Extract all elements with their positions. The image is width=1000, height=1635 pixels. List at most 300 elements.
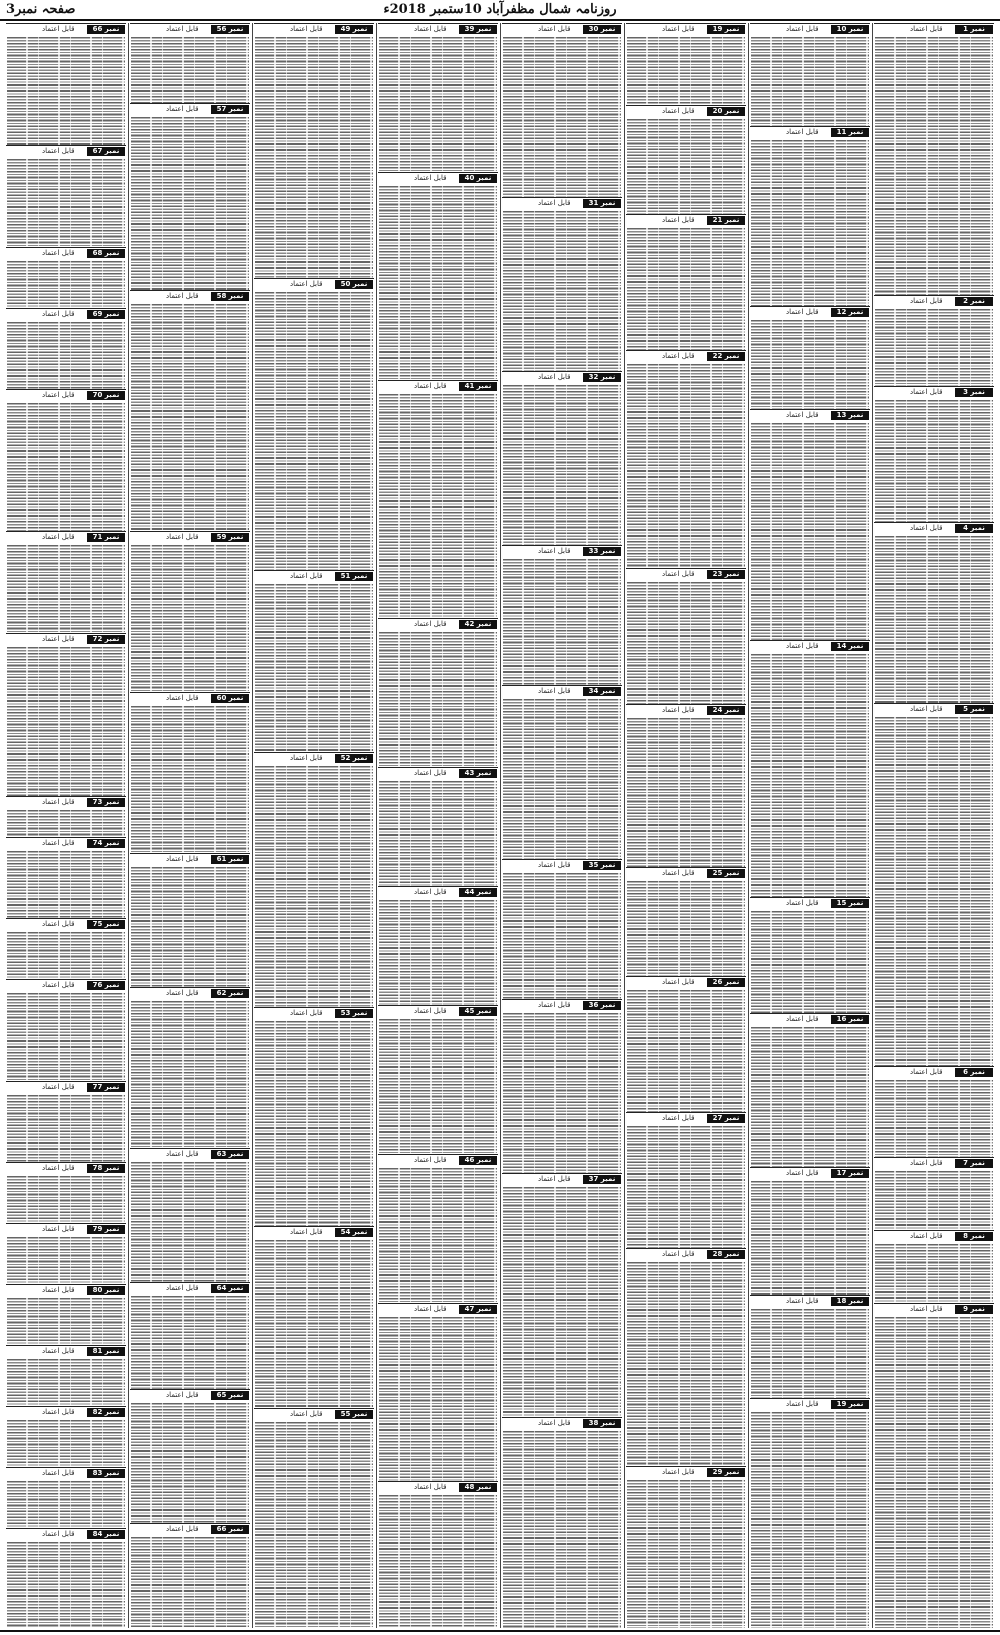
notice-label: قابل اعتماد <box>910 25 943 33</box>
notice-body-text <box>379 1168 497 1303</box>
notice-item <box>750 306 870 409</box>
notice-number-badge: نمبر 39 <box>459 25 497 34</box>
notice-item <box>130 1282 250 1389</box>
notice-item <box>130 23 250 103</box>
notice-column <box>130 23 250 1628</box>
notice-header <box>626 214 746 227</box>
notice-label: قابل اعتماد <box>42 1164 75 1172</box>
notice-header <box>378 1154 498 1167</box>
notice-item <box>378 618 498 767</box>
notice-item <box>502 197 622 371</box>
notice-number-badge: نمبر 55 <box>335 1410 373 1419</box>
notice-item <box>874 522 994 703</box>
notice-number-badge: نمبر 1 <box>955 25 993 34</box>
notice-item <box>130 692 250 853</box>
notice-number-badge: نمبر 24 <box>707 706 745 715</box>
notice-label: قابل اعتماد <box>290 280 323 288</box>
notice-label: قابل اعتماد <box>42 1225 75 1233</box>
notice-body-text <box>627 119 745 214</box>
notice-number-badge: نمبر 38 <box>583 1419 621 1428</box>
notice-header <box>6 918 126 931</box>
notice-label: قابل اعتماد <box>414 620 447 628</box>
notice-item <box>6 918 126 979</box>
notice-column <box>6 23 126 1628</box>
notice-item <box>626 23 746 105</box>
notice-number-badge: نمبر 3 <box>955 388 993 397</box>
notice-header <box>874 703 994 716</box>
notice-body-text <box>255 1240 373 1408</box>
notice-item <box>502 685 622 859</box>
notice-label: قابل اعتماد <box>910 388 943 396</box>
notice-number-badge: نمبر 68 <box>87 249 125 258</box>
notice-number-badge: نمبر 12 <box>831 308 869 317</box>
notice-number-badge: نمبر 18 <box>831 1297 869 1306</box>
notice-body-text <box>255 1422 373 1628</box>
notice-body-text <box>131 117 249 290</box>
notice-body-text <box>503 873 621 999</box>
notice-item <box>750 1167 870 1295</box>
notice-item <box>130 853 250 987</box>
notice-number-badge: نمبر 56 <box>211 25 249 34</box>
notice-number-badge: نمبر 19 <box>831 1400 869 1409</box>
notice-label: قابل اعتماد <box>414 1483 447 1491</box>
notice-number-badge: نمبر 63 <box>211 1150 249 1159</box>
notice-header <box>254 1007 374 1020</box>
notice-item <box>626 1466 746 1628</box>
notice-header <box>6 1284 126 1297</box>
notice-number-badge: نمبر 69 <box>87 310 125 319</box>
notice-item <box>6 1467 126 1528</box>
notice-header <box>6 1162 126 1175</box>
column-rule <box>252 23 253 1628</box>
notice-label: قابل اعتماد <box>290 754 323 762</box>
notice-label: قابل اعتماد <box>662 869 695 877</box>
notice-label: قابل اعتماد <box>662 1114 695 1122</box>
notice-header <box>378 1005 498 1018</box>
notice-body-text <box>875 536 993 703</box>
notice-item <box>750 23 870 126</box>
notice-label: قابل اعتماد <box>166 533 199 541</box>
notice-label: قابل اعتماد <box>42 1408 75 1416</box>
notice-body-text <box>875 400 993 522</box>
notice-number-badge: نمبر 43 <box>459 769 497 778</box>
notice-item <box>130 103 250 290</box>
notice-column <box>874 23 994 1628</box>
notice-body-text <box>751 654 869 897</box>
notice-header <box>750 306 870 319</box>
notice-body-text <box>751 140 869 306</box>
notice-label: قابل اعتماد <box>290 572 323 580</box>
notice-number-badge: نمبر 36 <box>583 1001 621 1010</box>
notice-header <box>254 278 374 291</box>
notice-label: قابل اعتماد <box>910 1068 943 1076</box>
notice-label: قابل اعتماد <box>414 1156 447 1164</box>
notice-header <box>874 1230 994 1243</box>
notice-number-badge: نمبر 45 <box>459 1007 497 1016</box>
notice-body-text <box>131 706 249 853</box>
notice-header <box>750 409 870 422</box>
notice-item <box>6 23 126 145</box>
notice-label: قابل اعتماد <box>414 769 447 777</box>
notice-body-text <box>379 1495 497 1628</box>
notice-label: قابل اعتماد <box>538 1175 571 1183</box>
notice-body-text <box>7 1095 125 1162</box>
column-rule <box>872 23 873 1628</box>
notice-number-badge: نمبر 14 <box>831 642 869 651</box>
notice-body-text <box>131 304 249 531</box>
notice-number-badge: نمبر 53 <box>335 1009 373 1018</box>
notice-label: قابل اعتماد <box>42 798 75 806</box>
notice-item <box>626 704 746 867</box>
masthead <box>0 0 1000 20</box>
notice-number-badge: نمبر 76 <box>87 981 125 990</box>
notice-item <box>626 568 746 704</box>
notice-header <box>626 23 746 36</box>
notice-body-text <box>627 364 745 568</box>
notice-header <box>874 522 994 535</box>
notice-item <box>130 1389 250 1523</box>
notice-label: قابل اعتماد <box>910 1159 943 1167</box>
notice-item <box>750 1398 870 1628</box>
notice-body-text <box>7 1298 125 1345</box>
notice-body-text <box>7 545 125 633</box>
notice-item <box>874 1066 994 1157</box>
notice-body-text <box>627 1480 745 1628</box>
notice-header <box>130 987 250 1000</box>
notice-label: قابل اعتماد <box>538 687 571 695</box>
notice-header <box>750 1167 870 1180</box>
notice-item <box>6 308 126 389</box>
notice-body-text <box>7 932 125 979</box>
notice-header <box>502 1173 622 1186</box>
notice-header <box>6 633 126 646</box>
notice-number-badge: نمبر 54 <box>335 1228 373 1237</box>
notice-label: قابل اعتماد <box>786 128 819 136</box>
notice-label: قابل اعتماد <box>42 1286 75 1294</box>
notice-item <box>254 752 374 1007</box>
notice-label: قابل اعتماد <box>290 1228 323 1236</box>
notice-label: قابل اعتماد <box>42 1347 75 1355</box>
notice-body-text <box>875 1171 993 1230</box>
notice-header <box>6 145 126 158</box>
notice-header <box>874 23 994 36</box>
notice-body-text <box>875 717 993 1066</box>
notice-item <box>626 214 746 350</box>
notice-body-text <box>7 37 125 145</box>
notice-body-text <box>627 228 745 350</box>
notice-number-badge: نمبر 81 <box>87 1347 125 1356</box>
notice-item <box>750 1295 870 1398</box>
notice-item <box>130 531 250 692</box>
notice-item <box>6 145 126 247</box>
notice-item <box>626 1112 746 1248</box>
notice-label: قابل اعتماد <box>414 1305 447 1313</box>
notice-number-badge: نمبر 2 <box>955 297 993 306</box>
notice-body-text <box>7 1359 125 1406</box>
notice-label: قابل اعتماد <box>42 1469 75 1477</box>
notice-header <box>750 640 870 653</box>
notice-header <box>378 172 498 185</box>
notice-label: قابل اعتماد <box>910 1232 943 1240</box>
notice-number-badge: نمبر 6 <box>955 1068 993 1077</box>
notice-body-text <box>131 867 249 987</box>
notice-item <box>6 1528 126 1628</box>
notice-label: قابل اعتماد <box>538 199 571 207</box>
column-rule <box>500 23 501 1628</box>
notice-item <box>130 987 250 1148</box>
notice-body-text <box>751 37 869 126</box>
notice-number-badge: نمبر 21 <box>707 216 745 225</box>
notice-column <box>378 23 498 1628</box>
notice-body-text <box>503 1013 621 1173</box>
notice-body-text <box>503 559 621 685</box>
notice-label: قابل اعتماد <box>166 855 199 863</box>
notice-label: قابل اعتماد <box>42 920 75 928</box>
notice-label: قابل اعتماد <box>786 1400 819 1408</box>
notice-body-text <box>7 1481 125 1528</box>
notice-item <box>750 126 870 306</box>
notice-label: قابل اعتماد <box>290 1009 323 1017</box>
notice-item <box>874 295 994 386</box>
notice-header <box>6 1467 126 1480</box>
notice-body-text <box>131 1162 249 1282</box>
notice-item <box>254 1226 374 1408</box>
notice-number-badge: نمبر 48 <box>459 1483 497 1492</box>
notice-number-badge: نمبر 50 <box>335 280 373 289</box>
notice-body-text <box>379 781 497 886</box>
notice-header <box>502 999 622 1012</box>
notice-body-text <box>7 1237 125 1284</box>
notice-label: قابل اعتماد <box>538 25 571 33</box>
notice-item <box>6 247 126 308</box>
notice-item <box>502 999 622 1173</box>
notice-body-text <box>503 37 621 197</box>
notice-item <box>874 23 994 295</box>
notice-label: قابل اعتماد <box>786 25 819 33</box>
notice-label: قابل اعتماد <box>786 1169 819 1177</box>
notice-header <box>378 380 498 393</box>
notice-body-text <box>627 1126 745 1248</box>
notice-label: قابل اعتماد <box>662 352 695 360</box>
notice-number-badge: نمبر 59 <box>211 533 249 542</box>
notice-header <box>130 1389 250 1402</box>
notice-number-badge: نمبر 62 <box>211 989 249 998</box>
notice-number-badge: نمبر 47 <box>459 1305 497 1314</box>
notice-number-badge: نمبر 26 <box>707 978 745 987</box>
notice-body-text <box>379 632 497 767</box>
notice-body-text <box>255 766 373 1007</box>
notice-number-badge: نمبر 33 <box>583 547 621 556</box>
notice-item <box>626 976 746 1112</box>
notice-header <box>6 23 126 36</box>
notice-item <box>378 1154 498 1303</box>
notice-body-text <box>751 1027 869 1167</box>
notice-header <box>378 618 498 631</box>
notice-number-badge: نمبر 28 <box>707 1250 745 1259</box>
notice-item <box>6 796 126 837</box>
notice-number-badge: نمبر 11 <box>831 128 869 137</box>
notice-header <box>874 1066 994 1079</box>
notice-item <box>6 979 126 1081</box>
notice-header <box>626 350 746 363</box>
notice-label: قابل اعتماد <box>166 292 199 300</box>
notice-item <box>6 1223 126 1284</box>
notice-number-badge: نمبر 66 <box>87 25 125 34</box>
notice-header <box>502 197 622 210</box>
notice-header <box>6 1406 126 1419</box>
notice-body-text <box>503 1431 621 1628</box>
notice-body-text <box>503 1187 621 1417</box>
notice-column <box>254 23 374 1628</box>
notice-item <box>254 278 374 570</box>
column-rule <box>748 23 749 1628</box>
notice-label: قابل اعتماد <box>662 570 695 578</box>
notice-label: قابل اعتماد <box>786 308 819 316</box>
notice-number-badge: نمبر 32 <box>583 373 621 382</box>
notice-header <box>750 1295 870 1308</box>
notice-label: قابل اعتماد <box>166 1284 199 1292</box>
notice-header <box>502 1417 622 1430</box>
notice-column <box>626 23 746 1628</box>
notice-item <box>750 1013 870 1167</box>
notice-header <box>130 531 250 544</box>
notice-number-badge: نمبر 20 <box>707 107 745 116</box>
notice-number-badge: نمبر 73 <box>87 798 125 807</box>
notice-number-badge: نمبر 30 <box>583 25 621 34</box>
notice-body-text <box>875 1317 993 1628</box>
notice-header <box>254 1408 374 1421</box>
notice-label: قابل اعتماد <box>538 1001 571 1009</box>
notice-label: قابل اعتماد <box>538 1419 571 1427</box>
notice-number-badge: نمبر 4 <box>955 524 993 533</box>
notice-item <box>254 570 374 752</box>
notice-body-text <box>7 1542 125 1628</box>
notice-item <box>626 1248 746 1466</box>
notice-body-text <box>875 37 993 295</box>
notice-label: قابل اعتماد <box>662 216 695 224</box>
notice-number-badge: نمبر 70 <box>87 391 125 400</box>
notice-item <box>6 389 126 531</box>
notice-label: قابل اعتماد <box>662 107 695 115</box>
notice-label: قابل اعتماد <box>166 105 199 113</box>
notice-header <box>502 685 622 698</box>
notice-header <box>874 1157 994 1170</box>
notice-body-text <box>7 261 125 308</box>
notice-number-badge: نمبر 7 <box>955 1159 993 1168</box>
notice-body-text <box>255 1021 373 1226</box>
notice-number-badge: نمبر 13 <box>831 411 869 420</box>
notice-number-badge: نمبر 49 <box>335 25 373 34</box>
notice-number-badge: نمبر 58 <box>211 292 249 301</box>
notice-body-text <box>255 292 373 570</box>
notice-item <box>502 23 622 197</box>
notice-header <box>750 1398 870 1411</box>
notice-label: قابل اعتماد <box>414 888 447 896</box>
notice-label: قابل اعتماد <box>42 635 75 643</box>
notice-number-badge: نمبر 51 <box>335 572 373 581</box>
notice-header <box>130 23 250 36</box>
notice-body-text <box>627 37 745 105</box>
notice-number-badge: نمبر 15 <box>831 899 869 908</box>
notice-header <box>626 704 746 717</box>
notice-body-text <box>751 1309 869 1398</box>
notice-item <box>626 867 746 976</box>
notice-item <box>130 1523 250 1628</box>
notice-header <box>254 1226 374 1239</box>
notice-body-text <box>379 394 497 618</box>
notice-item <box>6 1162 126 1223</box>
notice-item <box>502 859 622 999</box>
notice-number-badge: نمبر 61 <box>211 855 249 864</box>
notice-header <box>378 23 498 36</box>
notice-number-badge: نمبر 80 <box>87 1286 125 1295</box>
notice-number-badge: نمبر 82 <box>87 1408 125 1417</box>
notice-number-badge: نمبر 79 <box>87 1225 125 1234</box>
notice-number-badge: نمبر 22 <box>707 352 745 361</box>
notice-header <box>626 976 746 989</box>
notice-item <box>6 1284 126 1345</box>
notice-number-badge: نمبر 74 <box>87 839 125 848</box>
notice-body-text <box>7 403 125 531</box>
notice-number-badge: نمبر 60 <box>211 694 249 703</box>
notice-body-text <box>379 1317 497 1481</box>
column-rule <box>376 23 377 1628</box>
notice-body-text <box>627 990 745 1112</box>
column-rule <box>624 23 625 1628</box>
notice-header <box>6 837 126 850</box>
notice-label: قابل اعتماد <box>42 25 75 33</box>
notice-item <box>750 640 870 897</box>
notice-label: قابل اعتماد <box>786 1297 819 1305</box>
notice-number-badge: نمبر 42 <box>459 620 497 629</box>
notice-header <box>6 1081 126 1094</box>
notice-label: قابل اعتماد <box>910 297 943 305</box>
notice-body-text <box>503 211 621 371</box>
notice-body-text <box>7 647 125 796</box>
notice-number-badge: نمبر 52 <box>335 754 373 763</box>
notice-number-badge: نمبر 19 <box>707 25 745 34</box>
notice-label: قابل اعتماد <box>42 1530 75 1538</box>
notice-number-badge: نمبر 72 <box>87 635 125 644</box>
notice-number-badge: نمبر 77 <box>87 1083 125 1092</box>
notice-label: قابل اعتماد <box>42 249 75 257</box>
top-rule <box>0 19 1000 21</box>
notice-item <box>874 1303 994 1628</box>
notice-number-badge: نمبر 66 <box>211 1525 249 1534</box>
notice-number-badge: نمبر 5 <box>955 705 993 714</box>
notice-item <box>130 290 250 531</box>
notice-body-text <box>131 1001 249 1148</box>
notice-label: قابل اعتماد <box>166 1525 199 1533</box>
notice-header <box>130 1523 250 1536</box>
notice-label: قابل اعتماد <box>42 1083 75 1091</box>
notice-header <box>378 1481 498 1494</box>
notice-label: قابل اعتماد <box>166 989 199 997</box>
notice-body-text <box>7 810 125 837</box>
notice-header <box>750 1013 870 1026</box>
notice-body-text <box>255 584 373 752</box>
notice-body-text <box>379 900 497 1005</box>
notice-body-text <box>627 582 745 704</box>
notice-body-text <box>627 1262 745 1466</box>
notice-number-badge: نمبر 67 <box>87 147 125 156</box>
notice-body-text <box>875 1080 993 1157</box>
notice-number-badge: نمبر 10 <box>831 25 869 34</box>
notice-number-badge: نمبر 46 <box>459 1156 497 1165</box>
notice-item <box>502 1173 622 1417</box>
notice-label: قابل اعتماد <box>166 25 199 33</box>
notice-number-badge: نمبر 29 <box>707 1468 745 1477</box>
